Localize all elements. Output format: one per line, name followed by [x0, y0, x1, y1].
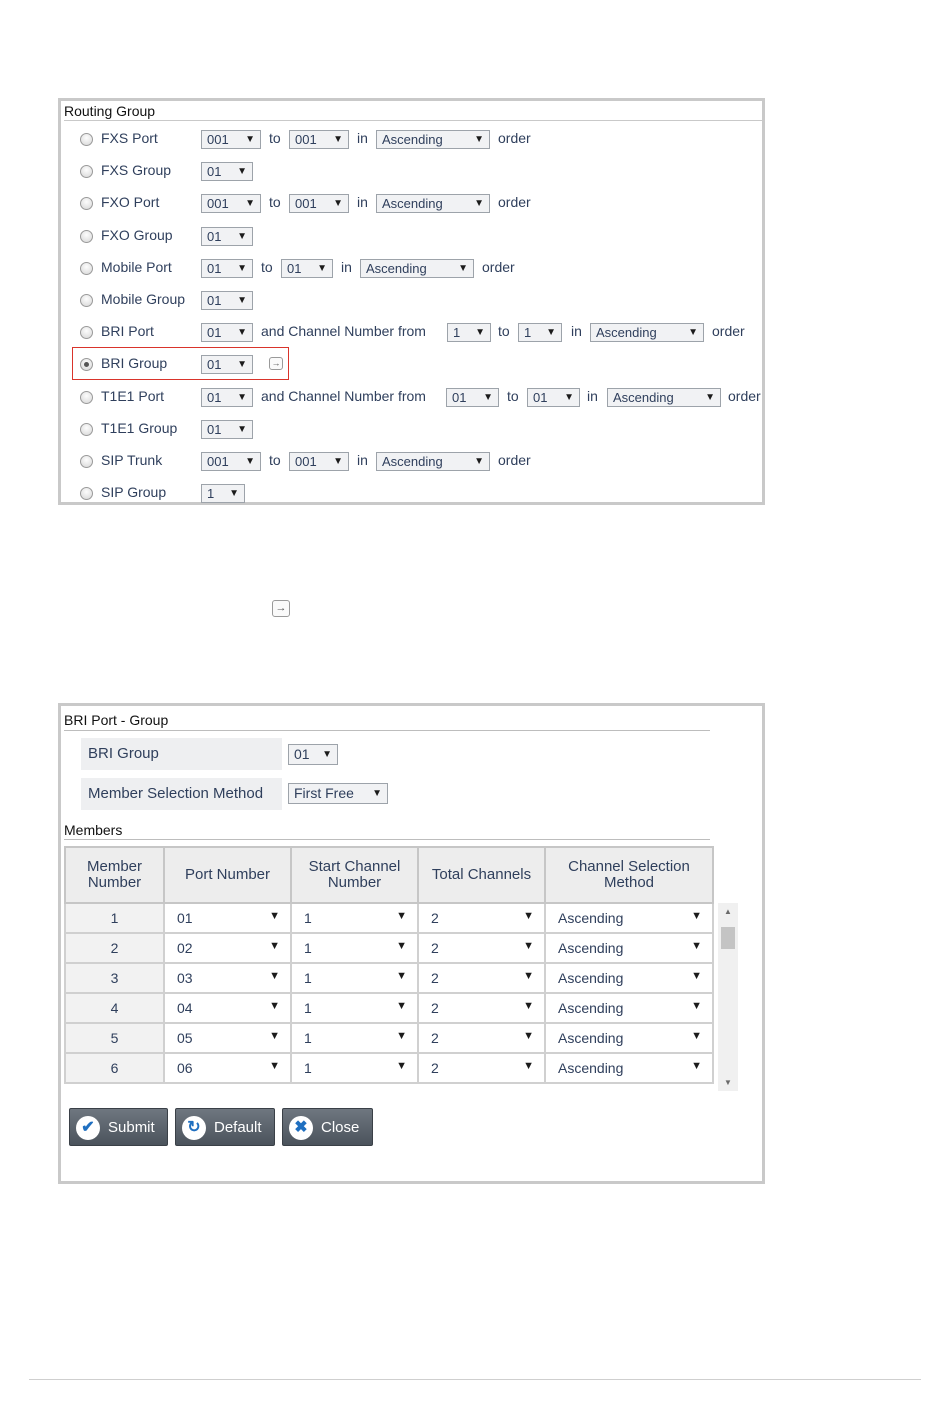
chevron-down-icon: ▼ [523, 910, 534, 922]
port-number-select[interactable] [164, 993, 291, 1023]
column-header-port-number: Port Number [164, 847, 291, 903]
close-button-label: Close [321, 1119, 360, 1136]
fxo-port-to-value: 001 [295, 196, 317, 211]
chevron-down-icon: ▼ [523, 1000, 534, 1012]
default-button-label: Default [214, 1119, 262, 1136]
t1e1-port-order-select[interactable] [607, 388, 721, 407]
chevron-down-icon: ▼ [269, 1000, 280, 1012]
chevron-down-icon: ▼ [245, 134, 255, 145]
chevron-down-icon: ▼ [269, 910, 280, 922]
total-channels-select[interactable] [418, 963, 545, 993]
chevron-down-icon: ▼ [546, 327, 556, 338]
label-bri-port: BRI Port [101, 323, 154, 339]
fxo-port-from-value: 001 [207, 196, 229, 211]
chevron-down-icon: ▼ [688, 327, 698, 338]
chevron-down-icon: ▼ [474, 134, 484, 145]
sip-trunk-order-value: Ascending [382, 454, 443, 469]
scroll-up-icon[interactable]: ▲ [724, 907, 732, 916]
routing-group-legend: Routing Group [64, 103, 156, 119]
label-sip-group: SIP Group [101, 484, 167, 500]
total-channels-select[interactable] [418, 933, 545, 963]
chevron-down-icon: ▼ [245, 456, 255, 467]
table-row [65, 1023, 713, 1053]
port-number-select[interactable] [164, 933, 291, 963]
chevron-down-icon: ▼ [691, 1000, 702, 1012]
channel-selection-method-select[interactable] [545, 963, 713, 993]
start-channel-value: 1 [304, 1000, 312, 1016]
radio-sip-trunk[interactable] [80, 455, 93, 468]
sip-trunk-to-select[interactable] [289, 452, 349, 471]
fxs-port-order-text: order [498, 130, 531, 146]
t1e1-port-channel-to-select[interactable] [527, 388, 580, 407]
chevron-down-icon: ▼ [691, 1060, 702, 1072]
mobile-group-select[interactable] [201, 291, 253, 310]
t1e1-port-channel-from-value: 01 [452, 390, 467, 405]
chevron-down-icon: ▼ [523, 1030, 534, 1042]
total-channels-select[interactable] [418, 993, 545, 1023]
member-selection-method-label: Member Selection Method [81, 778, 282, 810]
label-t1e1-group: T1E1 Group [101, 420, 178, 436]
sip-trunk-order-select[interactable] [376, 452, 490, 471]
label-fxs-group: FXS Group [101, 162, 172, 178]
chevron-down-icon: ▼ [483, 392, 493, 403]
table-row [65, 933, 713, 963]
t1e1-port-order-value: Ascending [613, 390, 674, 405]
chevron-down-icon: ▼ [237, 231, 247, 242]
arrow-into-box-icon: → [272, 600, 290, 617]
fxs-port-from-select[interactable] [201, 130, 261, 149]
fxo-port-from-select[interactable] [201, 194, 261, 213]
sip-group-select[interactable] [201, 484, 245, 503]
port-number-select[interactable] [164, 1023, 291, 1053]
bri-group-value: 01 [294, 746, 310, 762]
fxs-port-to-value: 001 [295, 132, 317, 147]
fxs-group-value: 01 [207, 164, 222, 179]
bri-port-channel-text: and Channel Number from [261, 323, 426, 339]
member-number-cell: 1 [65, 903, 164, 933]
mobile-group-value: 01 [207, 293, 222, 308]
chevron-down-icon: ▼ [691, 940, 702, 952]
t1e1-port-order-text: order [728, 388, 761, 404]
member-number-cell: 5 [65, 1023, 164, 1053]
start-channel-value: 1 [304, 970, 312, 986]
column-header-channel-selection-method: Channel Selection Method [545, 847, 713, 903]
mobile-port-to-text: to [261, 259, 273, 275]
bri-port-channel-from-value: 1 [453, 325, 461, 340]
members-table [64, 846, 714, 1084]
t1e1-port-from-value: 01 [207, 390, 222, 405]
bri-group-value: 01 [207, 357, 222, 372]
chevron-down-icon: ▼ [396, 970, 407, 982]
fxs-port-from-value: 001 [207, 132, 229, 147]
chevron-down-icon: ▼ [237, 359, 247, 370]
port-number-select[interactable] [164, 963, 291, 993]
table-row [65, 903, 713, 933]
start-channel-value: 1 [304, 1030, 312, 1046]
chevron-down-icon: ▼ [322, 749, 332, 760]
channel-valueion-method-select: Ascending [558, 940, 624, 956]
chevron-down-icon: ▼ [237, 166, 247, 177]
t1e1-port-channel-to-value: 01 [533, 390, 548, 405]
fxs-group-select[interactable] [201, 162, 253, 181]
channel-valueion-method-select: Ascending [558, 970, 624, 986]
bri-group-label: BRI Group [81, 738, 282, 770]
member-number-cell: 2 [65, 933, 164, 963]
chevron-down-icon: ▼ [705, 392, 715, 403]
chevron-down-icon: ▼ [237, 327, 247, 338]
chevron-down-icon: ▼ [237, 392, 247, 403]
fxo-port-order-value: Ascending [382, 196, 443, 211]
radio-mobile-port[interactable] [80, 262, 93, 275]
chevron-down-icon: ▼ [564, 392, 574, 403]
chevron-down-icon: ▼ [396, 1030, 407, 1042]
sip-trunk-in-text: in [357, 452, 368, 468]
chevron-down-icon: ▼ [396, 1000, 407, 1012]
chevron-down-icon: ▼ [317, 263, 327, 274]
scrollbar-thumb[interactable] [721, 927, 735, 949]
chevron-down-icon: ▼ [333, 134, 343, 145]
port-number-value: 03 [177, 970, 193, 986]
channel-selection-method-select[interactable] [545, 1023, 713, 1053]
chevron-down-icon: ▼ [372, 788, 382, 799]
chevron-down-icon: ▼ [237, 295, 247, 306]
radio-mobile-group[interactable] [80, 294, 93, 307]
port-number-value: 06 [177, 1060, 193, 1076]
chevron-down-icon: ▼ [229, 488, 239, 499]
mobile-port-to-value: 01 [287, 261, 302, 276]
channel-valueion-method-select: Ascending [558, 1000, 624, 1016]
port-number-value: 05 [177, 1030, 193, 1046]
chevron-down-icon: ▼ [475, 327, 485, 338]
radio-t1e1-port[interactable] [80, 391, 93, 404]
arrow-into-box-icon[interactable]: → [269, 357, 283, 370]
sip-trunk-to-text: to [269, 452, 281, 468]
bri-port-group-panel [58, 703, 765, 1184]
radio-fxs-group[interactable] [80, 165, 93, 178]
channel-valueion-method-select: Ascending [558, 910, 624, 926]
member-selection-method-value: First Free [294, 785, 354, 801]
members-legend: Members [64, 822, 123, 838]
fxs-port-in-text: in [357, 130, 368, 146]
total-channels-select[interactable] [418, 1023, 545, 1053]
label-sip-trunk: SIP Trunk [101, 452, 163, 468]
port-number-select[interactable] [164, 1053, 291, 1083]
members-scrollbar[interactable] [718, 903, 738, 1091]
chevron-down-icon: ▼ [269, 940, 280, 952]
chevron-down-icon: ▼ [458, 263, 468, 274]
bri-port-from-select[interactable] [201, 323, 253, 342]
start-channel-select[interactable] [291, 963, 418, 993]
chevron-down-icon: ▼ [333, 198, 343, 209]
label-mobile-group: Mobile Group [101, 291, 186, 307]
t1e1-port-channel-from-select[interactable] [446, 388, 499, 407]
mobile-port-from-select[interactable] [201, 259, 253, 278]
sip-trunk-order-text: order [498, 452, 531, 468]
chevron-down-icon: ▼ [691, 1030, 702, 1042]
bri-port-order-value: Ascending [596, 325, 657, 340]
fxs-port-to-select[interactable] [289, 130, 349, 149]
chevron-down-icon: ▼ [396, 1060, 407, 1072]
t1e1-port-channel-text: and Channel Number from [261, 388, 426, 404]
start-channel-select[interactable] [291, 993, 418, 1023]
radio-fxo-port[interactable] [80, 197, 93, 210]
fxo-port-order-text: order [498, 194, 531, 210]
label-mobile-port: Mobile Port [101, 259, 172, 275]
mobile-port-to-select[interactable] [281, 259, 333, 278]
port-number-value: 01 [177, 910, 193, 926]
total-channels-value: 2 [431, 940, 439, 956]
start-channel-value: 1 [304, 910, 312, 926]
chevron-down-icon: ▼ [237, 424, 247, 435]
members-table-body [65, 903, 713, 1083]
scroll-down-icon[interactable]: ▼ [724, 1078, 732, 1087]
members-table-header [65, 847, 713, 903]
mobile-port-in-text: in [341, 259, 352, 275]
channel-selection-method-select[interactable] [545, 993, 713, 1023]
checkmark-icon: ✔ [76, 1116, 100, 1140]
restore-icon: ↻ [182, 1116, 206, 1140]
start-channel-select[interactable] [291, 1053, 418, 1083]
fxo-port-to-text: to [269, 194, 281, 210]
start-channel-select[interactable] [291, 933, 418, 963]
table-row [65, 993, 713, 1023]
port-number-value: 02 [177, 940, 193, 956]
close-icon: ✖ [289, 1116, 313, 1140]
close-button[interactable] [282, 1108, 373, 1146]
t1e1-port-in-text: in [587, 388, 598, 404]
channel-selection-method-select[interactable] [545, 1053, 713, 1083]
channel-selection-method-select[interactable] [545, 903, 713, 933]
t1e1-port-to-text: to [507, 388, 519, 404]
t1e1-port-from-select[interactable] [201, 388, 253, 407]
label-fxs-port: FXS Port [101, 130, 158, 146]
column-header-member-number: Member Number [65, 847, 164, 903]
footer-divider [29, 1379, 921, 1380]
radio-fxo-group[interactable] [80, 230, 93, 243]
label-fxo-group: FXO Group [101, 227, 173, 243]
radio-t1e1-group[interactable] [80, 423, 93, 436]
start-channel-value: 1 [304, 1060, 312, 1076]
chevron-down-icon: ▼ [333, 456, 343, 467]
total-channels-value: 2 [431, 1030, 439, 1046]
mobile-port-order-text: order [482, 259, 515, 275]
fxs-port-to-text: to [269, 130, 281, 146]
column-header-start-channel: Start Channel Number [291, 847, 418, 903]
sip-trunk-to-value: 001 [295, 454, 317, 469]
fxo-group-value: 01 [207, 229, 222, 244]
total-channels-value: 2 [431, 970, 439, 986]
start-channel-select[interactable] [291, 1023, 418, 1053]
chevron-down-icon: ▼ [269, 970, 280, 982]
radio-sip-group[interactable] [80, 487, 93, 500]
bri-port-order-text: order [712, 323, 745, 339]
chevron-down-icon: ▼ [474, 198, 484, 209]
channel-valueion-method-select: Ascending [558, 1060, 624, 1076]
column-header-total-channels: Total Channels [418, 847, 545, 903]
radio-fxs-port[interactable] [80, 133, 93, 146]
sip-trunk-from-select[interactable] [201, 452, 261, 471]
sip-trunk-from-value: 001 [207, 454, 229, 469]
sip-group-value: 1 [207, 486, 215, 501]
mobile-port-from-value: 01 [207, 261, 222, 276]
bri-port-from-value: 01 [207, 325, 222, 340]
t1e1-group-value: 01 [207, 422, 222, 437]
member-number-cell: 3 [65, 963, 164, 993]
chevron-down-icon: ▼ [396, 940, 407, 952]
fxo-port-order-select[interactable] [376, 194, 490, 213]
chevron-down-icon: ▼ [474, 456, 484, 467]
chevron-down-icon: ▼ [523, 1060, 534, 1072]
label-fxo-port: FXO Port [101, 194, 160, 210]
default-button[interactable] [175, 1108, 275, 1146]
bri-port-in-text: in [571, 323, 582, 339]
chevron-down-icon: ▼ [269, 1030, 280, 1042]
chevron-down-icon: ▼ [523, 940, 534, 952]
chevron-down-icon: ▼ [237, 263, 247, 274]
submit-button-label: Submit [108, 1119, 155, 1136]
port-number-value: 04 [177, 1000, 193, 1016]
chevron-down-icon: ▼ [691, 910, 702, 922]
label-t1e1-port: T1E1 Port [101, 388, 165, 404]
radio-bri-port[interactable] [80, 326, 93, 339]
total-channels-value: 2 [431, 1060, 439, 1076]
bri-port-channel-to-select[interactable] [518, 323, 562, 342]
channel-selection-method-select[interactable] [545, 933, 713, 963]
chevron-down-icon: ▼ [396, 910, 407, 922]
table-row [65, 1053, 713, 1083]
fxs-port-order-select[interactable] [376, 130, 490, 149]
bri-group-highlight [72, 347, 289, 380]
fxs-port-order-value: Ascending [382, 132, 443, 147]
legend-divider [64, 120, 762, 121]
chevron-down-icon: ▼ [269, 1060, 280, 1072]
bri-port-to-text: to [498, 323, 510, 339]
start-channel-value: 1 [304, 940, 312, 956]
member-number-cell: 6 [65, 1053, 164, 1083]
fxo-port-to-select[interactable] [289, 194, 349, 213]
mobile-port-order-value: Ascending [366, 261, 427, 276]
bri-port-channel-from-select[interactable] [447, 323, 491, 342]
t1e1-group-select[interactable] [201, 420, 253, 439]
start-channel-select[interactable] [291, 903, 418, 933]
fxo-port-in-text: in [357, 194, 368, 210]
total-channels-select[interactable] [418, 1053, 545, 1083]
table-row [65, 963, 713, 993]
bri-port-group-legend: BRI Port - Group [64, 712, 169, 728]
bri-port-channel-to-value: 1 [524, 325, 532, 340]
chevron-down-icon: ▼ [245, 198, 255, 209]
chevron-down-icon: ▼ [523, 970, 534, 982]
port-number-select[interactable] [164, 903, 291, 933]
bri-port-order-select[interactable] [590, 323, 704, 342]
mobile-port-order-select[interactable] [360, 259, 474, 278]
members-table-viewport [61, 706, 741, 1092]
channel-valueion-method-select: Ascending [558, 1030, 624, 1046]
label-bri-group: BRI Group [101, 355, 168, 371]
submit-button[interactable] [69, 1108, 168, 1146]
total-channels-value: 2 [431, 1000, 439, 1016]
chevron-down-icon: ▼ [691, 970, 702, 982]
total-channels-select[interactable] [418, 903, 545, 933]
total-channels-value: 2 [431, 910, 439, 926]
member-number-cell: 4 [65, 993, 164, 1023]
fxo-group-select[interactable] [201, 227, 253, 246]
